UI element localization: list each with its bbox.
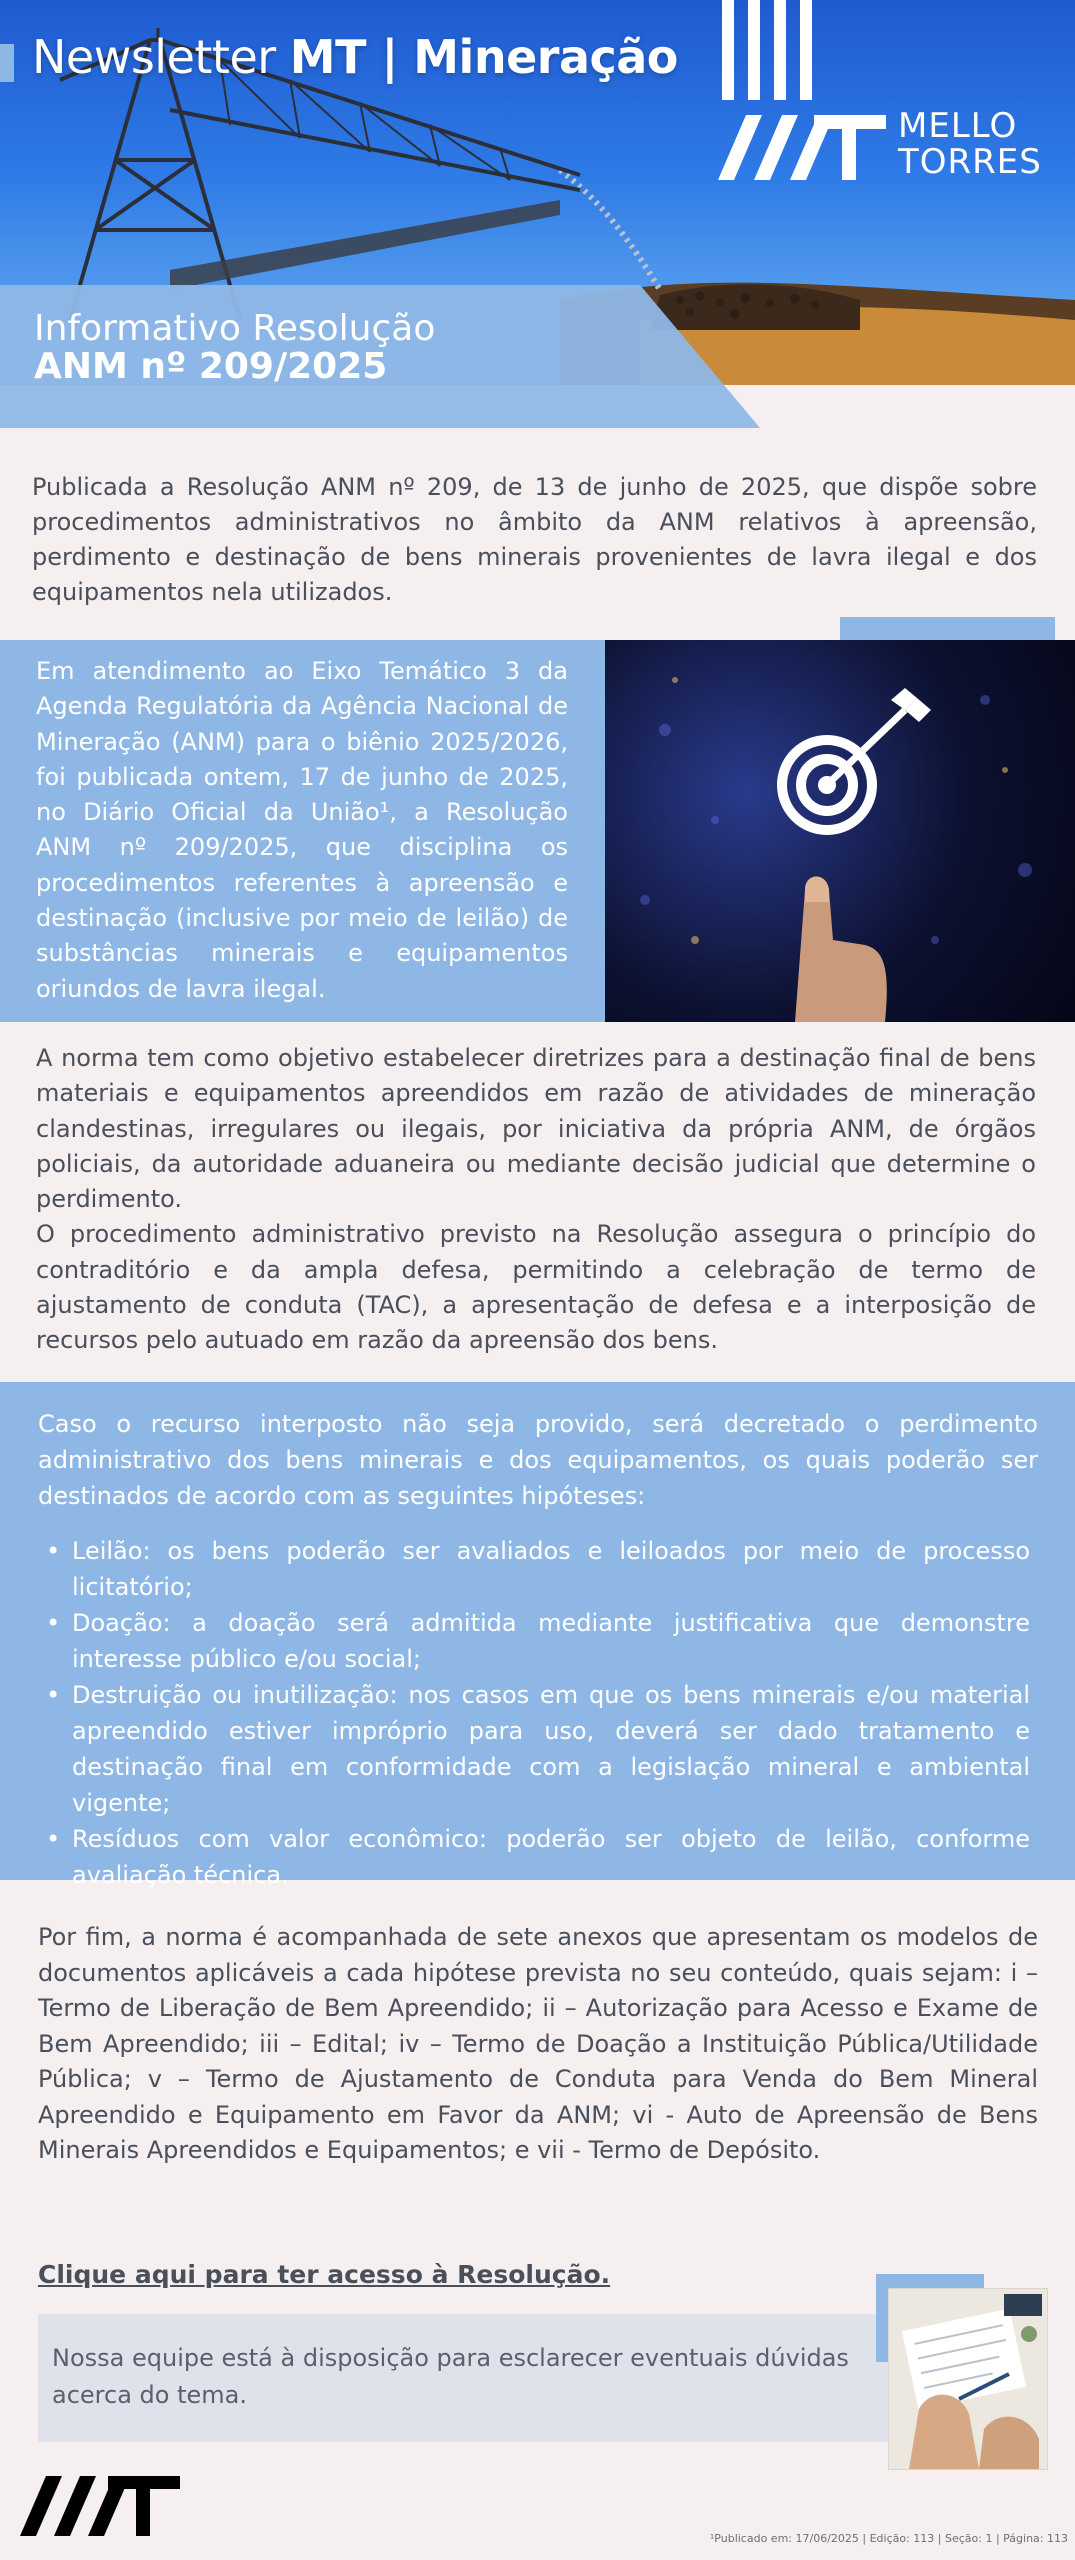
footer-mt-logo [20,2476,180,2536]
list-item: • Leilão: os bens poderão ser avaliados e leiloados por meio de processo licitatório; [38,1533,1030,1605]
list-item: • Doação: a doação será admitida mediante justificativa que demonstre interesse público e/ou social; [38,1605,1030,1677]
logo-wordmark [898,108,1042,180]
closing-paragraph: Por fim, a norma é acompanhada de sete anexos que apresentam os modelos de documentos aplicáveis a cada hipótese prevista no seu conteúdo, quais sejam: i – Termo de Liberação de Bem Apreendido; ii – Autorização para Acesso e Exame de Bem Apreendido; iii – Edital; iv – Termo de Doação a Instituição Pública/Utilidade Pública; v – Termo de Ajustamento de Conduta para Venda do Bem Mineral Apreendido e Equipamento em Favor da ANM; vi - Auto de Apreensão de Bens Minerais Apreendidos e Equipamentos; e vii - Termo de Depósito. [38,1923,1038,2164]
newsletter-title-light: Newsletter [32,30,276,84]
target-finger-image [605,640,1075,1022]
team-contact-text: Nossa equipe está à disposição para esclarecer eventuais dúvidas acerca do tema. [52,2344,849,2409]
newsletter-title-bold: MT | Mineração [289,30,678,84]
banner-title-line1: Informativo Resolução [34,308,436,349]
banner-title [34,310,435,386]
writing-person-photo [888,2288,1048,2470]
feature-paragraph: Em atendimento ao Eixo Temático 3 da Agenda Regulatória da Agência Nacional de Mineração (ANM) para o biênio 2025/2026, foi publicada ontem, 17 de junho de 2025, no Diário Oficial da União¹, a Resolução ANM nº 209/2025, que disciplina os procedimentos referentes à apreensão e destinação (inclusive por meio de leilão) de substâncias minerais e equipamentos oriundos de lavra ilegal. [36,657,568,1003]
newsletter-header [0,0,1075,428]
target-icon [605,640,1075,1022]
logo-wordmark-line1: MELLO [898,106,1018,146]
notebook-image [889,2289,1047,2469]
banner-title-line2: ANM nº 209/2025 [34,346,388,387]
body-paragraph-objective: A norma tem como objetivo estabelecer diretrizes para a destinação final de bens materiais e equipamentos apreendidos em razão de atividades de mineração clandestinas, irregulares ou ilegais, por iniciativa da própria ANM, de órgãos policiais, da autoridade aduaneira ou mediante decisão judicial que determine o perdimento. [36,1044,1036,1214]
publication-footnote: ¹Publicado em: 17/06/2025 | Edição: 113 | Seção: 1 | Página: 113 [709,2532,1068,2545]
resolution-access-link[interactable]: Clique aqui para ter acesso à Resolução. [38,2260,611,2289]
hypotheses-list [38,1533,1030,1893]
logo-wordmark-line2: TORRES [898,142,1042,182]
body-paragraph-procedure: O procedimento administrativo previsto na Resolução assegura o princípio do contraditório e da ampla defesa, permitindo a celebração de termo de ajustamento de conduta (TAC), a apresentação de defesa e a interposição de recursos pelo autuado em razão da apreensão dos bens. [36,1220,1036,1355]
newsletter-title [32,30,678,84]
list-item: • Resíduos com valor econômico: poderão ser objeto de leilão, conforme avaliação técnica. [38,1821,1030,1893]
hypotheses-intro: Caso o recurso interposto não seja provido, será decretado o perdimento administrativo dos bens minerais e dos equipamentos, os quais poderão ser destinados de acordo com as seguintes hipóteses: [38,1410,1038,1510]
body-section [36,1041,1036,1359]
intro-paragraph: Publicada a Resolução ANM nº 209, de 13 de junho de 2025, que dispõe sobre procedimentos administrativos no âmbito da ANM relativos à apreensão, perdimento e destinação de bens minerais provenientes de lavra ilegal e dos equipamentos nela utilizados. [32,473,1037,606]
list-item: • Destruição ou inutilização: nos casos em que os bens minerais e/ou material apreendido estiver impróprio para uso, deverá ser dado tratamento e destinação final em conformidade com a legislação mineral e ambiental vigente; [38,1677,1030,1821]
title-accent-bar [0,44,14,82]
